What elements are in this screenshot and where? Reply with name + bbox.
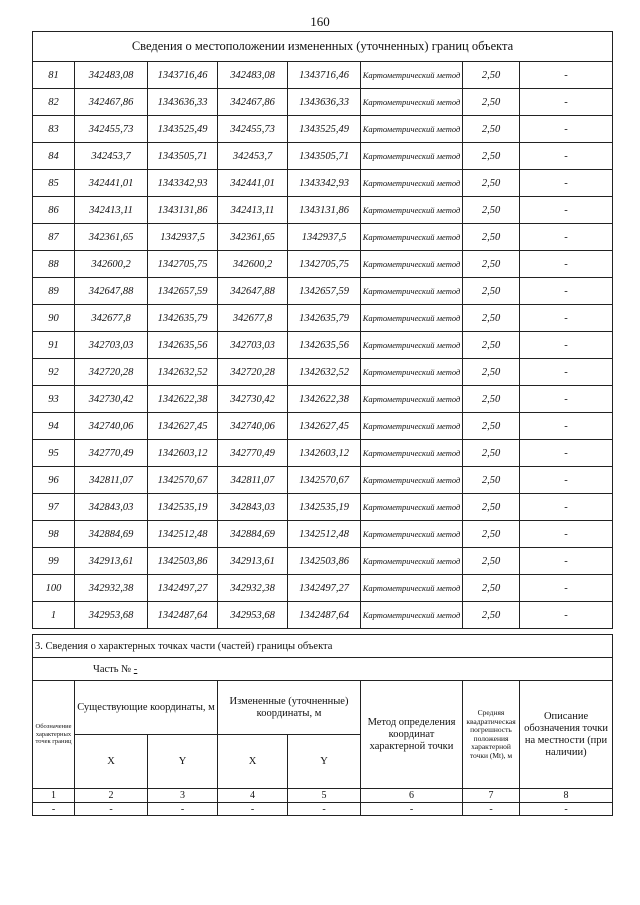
boundary-coordinates-table: [32, 31, 613, 629]
empty-cell: -: [148, 803, 218, 816]
changed-y: 1342570,67: [288, 467, 361, 494]
changed-y: 1343505,71: [288, 143, 361, 170]
page-number: 160: [310, 14, 330, 29]
header-existing-y: Y: [148, 735, 218, 789]
point-description: -: [520, 251, 613, 278]
changed-x: 342730,42: [218, 386, 288, 413]
changed-x: 342455,73: [218, 116, 288, 143]
header-existing: Существующие координаты, м: [75, 681, 218, 735]
method: Картометрический метод: [361, 467, 463, 494]
existing-x: 342730,42: [75, 386, 148, 413]
point-number: 83: [33, 116, 75, 143]
table-row: [33, 521, 613, 548]
table-row: [33, 359, 613, 386]
existing-x: 342843,03: [75, 494, 148, 521]
section-title: Сведения о местоположении измененных (уточненных) границ объекта: [33, 32, 613, 62]
method: Картометрический метод: [361, 332, 463, 359]
changed-y: 1342535,19: [288, 494, 361, 521]
sko-value: 2,50: [463, 305, 520, 332]
table-row: [33, 170, 613, 197]
method: Картометрический метод: [361, 305, 463, 332]
point-description: -: [520, 359, 613, 386]
method: Картометрический метод: [361, 62, 463, 89]
point-description: -: [520, 575, 613, 602]
changed-y: 1342503,86: [288, 548, 361, 575]
changed-x: 342932,38: [218, 575, 288, 602]
column-number: 6: [361, 789, 463, 803]
changed-x: 342884,69: [218, 521, 288, 548]
point-description: -: [520, 413, 613, 440]
existing-x: 342467,86: [75, 89, 148, 116]
sko-value: 2,50: [463, 575, 520, 602]
existing-y: 1342570,67: [148, 467, 218, 494]
changed-y: 1343131,86: [288, 197, 361, 224]
column-number: 1: [33, 789, 75, 803]
changed-y: 1342657,59: [288, 278, 361, 305]
header-existing-x: X: [75, 735, 148, 789]
method: Картометрический метод: [361, 548, 463, 575]
header-description: Описание обозначения точки на местности (при наличии): [520, 681, 613, 789]
changed-y: 1342512,48: [288, 521, 361, 548]
method: Картометрический метод: [361, 116, 463, 143]
existing-y: 1343505,71: [148, 143, 218, 170]
point-description: -: [520, 602, 613, 629]
point-description: -: [520, 278, 613, 305]
point-number: 94: [33, 413, 75, 440]
existing-y: 1342705,75: [148, 251, 218, 278]
existing-y: 1342635,79: [148, 305, 218, 332]
point-number: 86: [33, 197, 75, 224]
header-changed-x: X: [218, 735, 288, 789]
column-number: 4: [218, 789, 288, 803]
point-description: -: [520, 521, 613, 548]
changed-y: 1342635,79: [288, 305, 361, 332]
table-row: [33, 548, 613, 575]
method: Картометрический метод: [361, 521, 463, 548]
part-number: [33, 658, 613, 681]
changed-x: 342720,28: [218, 359, 288, 386]
table-row: [33, 251, 613, 278]
point-number: 88: [33, 251, 75, 278]
point-number: 92: [33, 359, 75, 386]
method: Картометрический метод: [361, 575, 463, 602]
existing-x: 342720,28: [75, 359, 148, 386]
method: Картометрический метод: [361, 170, 463, 197]
point-number: 82: [33, 89, 75, 116]
point-number: 95: [33, 440, 75, 467]
existing-y: 1342603,12: [148, 440, 218, 467]
changed-y: 1343636,33: [288, 89, 361, 116]
existing-x: 342600,2: [75, 251, 148, 278]
point-number: 81: [33, 62, 75, 89]
existing-x: 342703,03: [75, 332, 148, 359]
table-row: [33, 224, 613, 251]
existing-y: 1342632,52: [148, 359, 218, 386]
changed-x: 342913,61: [218, 548, 288, 575]
existing-x: 342441,01: [75, 170, 148, 197]
method: Картометрический метод: [361, 413, 463, 440]
table-row: [33, 143, 613, 170]
point-description: -: [520, 305, 613, 332]
method: Картометрический метод: [361, 440, 463, 467]
changed-y: 1342497,27: [288, 575, 361, 602]
changed-y: 1342632,52: [288, 359, 361, 386]
table-row: [33, 440, 613, 467]
point-number: 85: [33, 170, 75, 197]
column-number: 5: [288, 789, 361, 803]
changed-x: 342467,86: [218, 89, 288, 116]
existing-x: 342455,73: [75, 116, 148, 143]
sko-value: 2,50: [463, 467, 520, 494]
sko-value: 2,50: [463, 62, 520, 89]
empty-cell: -: [218, 803, 288, 816]
existing-x: 342932,38: [75, 575, 148, 602]
existing-y: 1342497,27: [148, 575, 218, 602]
point-description: -: [520, 467, 613, 494]
part-value: -: [133, 663, 138, 675]
sko-value: 2,50: [463, 116, 520, 143]
header-sko: Средняя квадратическая погрешность положения характерной точки (Mt), м: [463, 681, 520, 789]
sko-value: 2,50: [463, 170, 520, 197]
changed-y: 1342622,38: [288, 386, 361, 413]
existing-x: 342677,8: [75, 305, 148, 332]
changed-y: 1342635,56: [288, 332, 361, 359]
table-row: [33, 494, 613, 521]
existing-y: 1343716,46: [148, 62, 218, 89]
header-method: Метод определения координат характерной точки: [361, 681, 463, 789]
column-number: 2: [75, 789, 148, 803]
column-number: 7: [463, 789, 520, 803]
existing-x: 342361,65: [75, 224, 148, 251]
changed-x: 342953,68: [218, 602, 288, 629]
table-row: [33, 602, 613, 629]
empty-cell: -: [361, 803, 463, 816]
changed-x: 342361,65: [218, 224, 288, 251]
header-designation: Обозначение характерных точек границ: [33, 681, 75, 789]
method: Картометрический метод: [361, 278, 463, 305]
sko-value: 2,50: [463, 89, 520, 116]
table-row: [33, 575, 613, 602]
point-number: 1: [33, 602, 75, 629]
point-description: -: [520, 116, 613, 143]
sko-value: 2,50: [463, 440, 520, 467]
point-number: 98: [33, 521, 75, 548]
existing-y: 1343636,33: [148, 89, 218, 116]
point-description: -: [520, 62, 613, 89]
existing-x: 342483,08: [75, 62, 148, 89]
point-description: -: [520, 494, 613, 521]
changed-y: 1343525,49: [288, 116, 361, 143]
point-number: 90: [33, 305, 75, 332]
empty-cell: -: [520, 803, 613, 816]
table-row: [33, 386, 613, 413]
sko-value: 2,50: [463, 359, 520, 386]
table-row: [33, 278, 613, 305]
point-description: -: [520, 332, 613, 359]
table-row: [33, 62, 613, 89]
table-row: [33, 332, 613, 359]
changed-y: 1342487,64: [288, 602, 361, 629]
existing-y: 1342622,38: [148, 386, 218, 413]
changed-y: 1342627,45: [288, 413, 361, 440]
method: Картометрический метод: [361, 197, 463, 224]
existing-y: 1343525,49: [148, 116, 218, 143]
changed-x: 342600,2: [218, 251, 288, 278]
sko-value: 2,50: [463, 278, 520, 305]
point-description: -: [520, 224, 613, 251]
header-changed: Измененные (уточненные) координаты, м: [218, 681, 361, 735]
method: Картометрический метод: [361, 143, 463, 170]
point-number: 100: [33, 575, 75, 602]
existing-x: 342953,68: [75, 602, 148, 629]
existing-y: 1342657,59: [148, 278, 218, 305]
point-description: -: [520, 386, 613, 413]
existing-x: 342884,69: [75, 521, 148, 548]
point-number: 96: [33, 467, 75, 494]
point-number: 91: [33, 332, 75, 359]
sko-value: 2,50: [463, 494, 520, 521]
existing-y: 1342512,48: [148, 521, 218, 548]
method: Картометрический метод: [361, 224, 463, 251]
point-number: 87: [33, 224, 75, 251]
point-description: -: [520, 440, 613, 467]
empty-cell: -: [33, 803, 75, 816]
existing-y: 1343342,93: [148, 170, 218, 197]
changed-x: 342740,06: [218, 413, 288, 440]
changed-x: 342677,8: [218, 305, 288, 332]
sko-value: 2,50: [463, 602, 520, 629]
sko-value: 2,50: [463, 251, 520, 278]
point-number: 84: [33, 143, 75, 170]
sko-value: 2,50: [463, 413, 520, 440]
changed-x: 342483,08: [218, 62, 288, 89]
sko-value: 2,50: [463, 197, 520, 224]
changed-y: 1342937,5: [288, 224, 361, 251]
column-number: 8: [520, 789, 613, 803]
existing-y: 1342937,5: [148, 224, 218, 251]
point-number: 89: [33, 278, 75, 305]
existing-x: 342647,88: [75, 278, 148, 305]
section3-title: 3. Сведения о характерных точках части (частей) границы объекта: [33, 635, 613, 658]
point-description: -: [520, 548, 613, 575]
part-label: Часть №: [93, 663, 132, 675]
table-row: [33, 197, 613, 224]
existing-y: 1342503,86: [148, 548, 218, 575]
table-row: [33, 413, 613, 440]
table-row: [33, 305, 613, 332]
changed-y: 1342705,75: [288, 251, 361, 278]
sko-value: 2,50: [463, 143, 520, 170]
method: Картометрический метод: [361, 494, 463, 521]
existing-y: 1342535,19: [148, 494, 218, 521]
column-number: 3: [148, 789, 218, 803]
changed-x: 342647,88: [218, 278, 288, 305]
sko-value: 2,50: [463, 386, 520, 413]
point-description: -: [520, 143, 613, 170]
point-description: -: [520, 89, 613, 116]
changed-y: 1342603,12: [288, 440, 361, 467]
sko-value: 2,50: [463, 224, 520, 251]
existing-x: 342453,7: [75, 143, 148, 170]
point-number: 93: [33, 386, 75, 413]
sko-value: 2,50: [463, 548, 520, 575]
existing-x: 342811,07: [75, 467, 148, 494]
empty-cell: -: [463, 803, 520, 816]
table-row: [33, 89, 613, 116]
changed-x: 342441,01: [218, 170, 288, 197]
changed-x: 342843,03: [218, 494, 288, 521]
method: Картометрический метод: [361, 602, 463, 629]
changed-x: 342811,07: [218, 467, 288, 494]
changed-x: 342703,03: [218, 332, 288, 359]
existing-y: 1342487,64: [148, 602, 218, 629]
changed-y: 1343716,46: [288, 62, 361, 89]
existing-x: 342913,61: [75, 548, 148, 575]
existing-y: 1342627,45: [148, 413, 218, 440]
changed-y: 1343342,93: [288, 170, 361, 197]
point-description: -: [520, 170, 613, 197]
method: Картометрический метод: [361, 359, 463, 386]
part-points-table: [32, 634, 613, 816]
existing-x: 342770,49: [75, 440, 148, 467]
point-number: 99: [33, 548, 75, 575]
method: Картометрический метод: [361, 251, 463, 278]
header-changed-y: Y: [288, 735, 361, 789]
table-row: [33, 116, 613, 143]
method: Картометрический метод: [361, 386, 463, 413]
existing-x: 342413,11: [75, 197, 148, 224]
changed-x: 342770,49: [218, 440, 288, 467]
sko-value: 2,50: [463, 521, 520, 548]
existing-y: 1343131,86: [148, 197, 218, 224]
point-description: -: [520, 197, 613, 224]
point-number: 97: [33, 494, 75, 521]
changed-x: 342453,7: [218, 143, 288, 170]
empty-cell: -: [75, 803, 148, 816]
empty-cell: -: [288, 803, 361, 816]
table-row: [33, 467, 613, 494]
existing-x: 342740,06: [75, 413, 148, 440]
method: Картометрический метод: [361, 89, 463, 116]
existing-y: 1342635,56: [148, 332, 218, 359]
sko-value: 2,50: [463, 332, 520, 359]
changed-x: 342413,11: [218, 197, 288, 224]
